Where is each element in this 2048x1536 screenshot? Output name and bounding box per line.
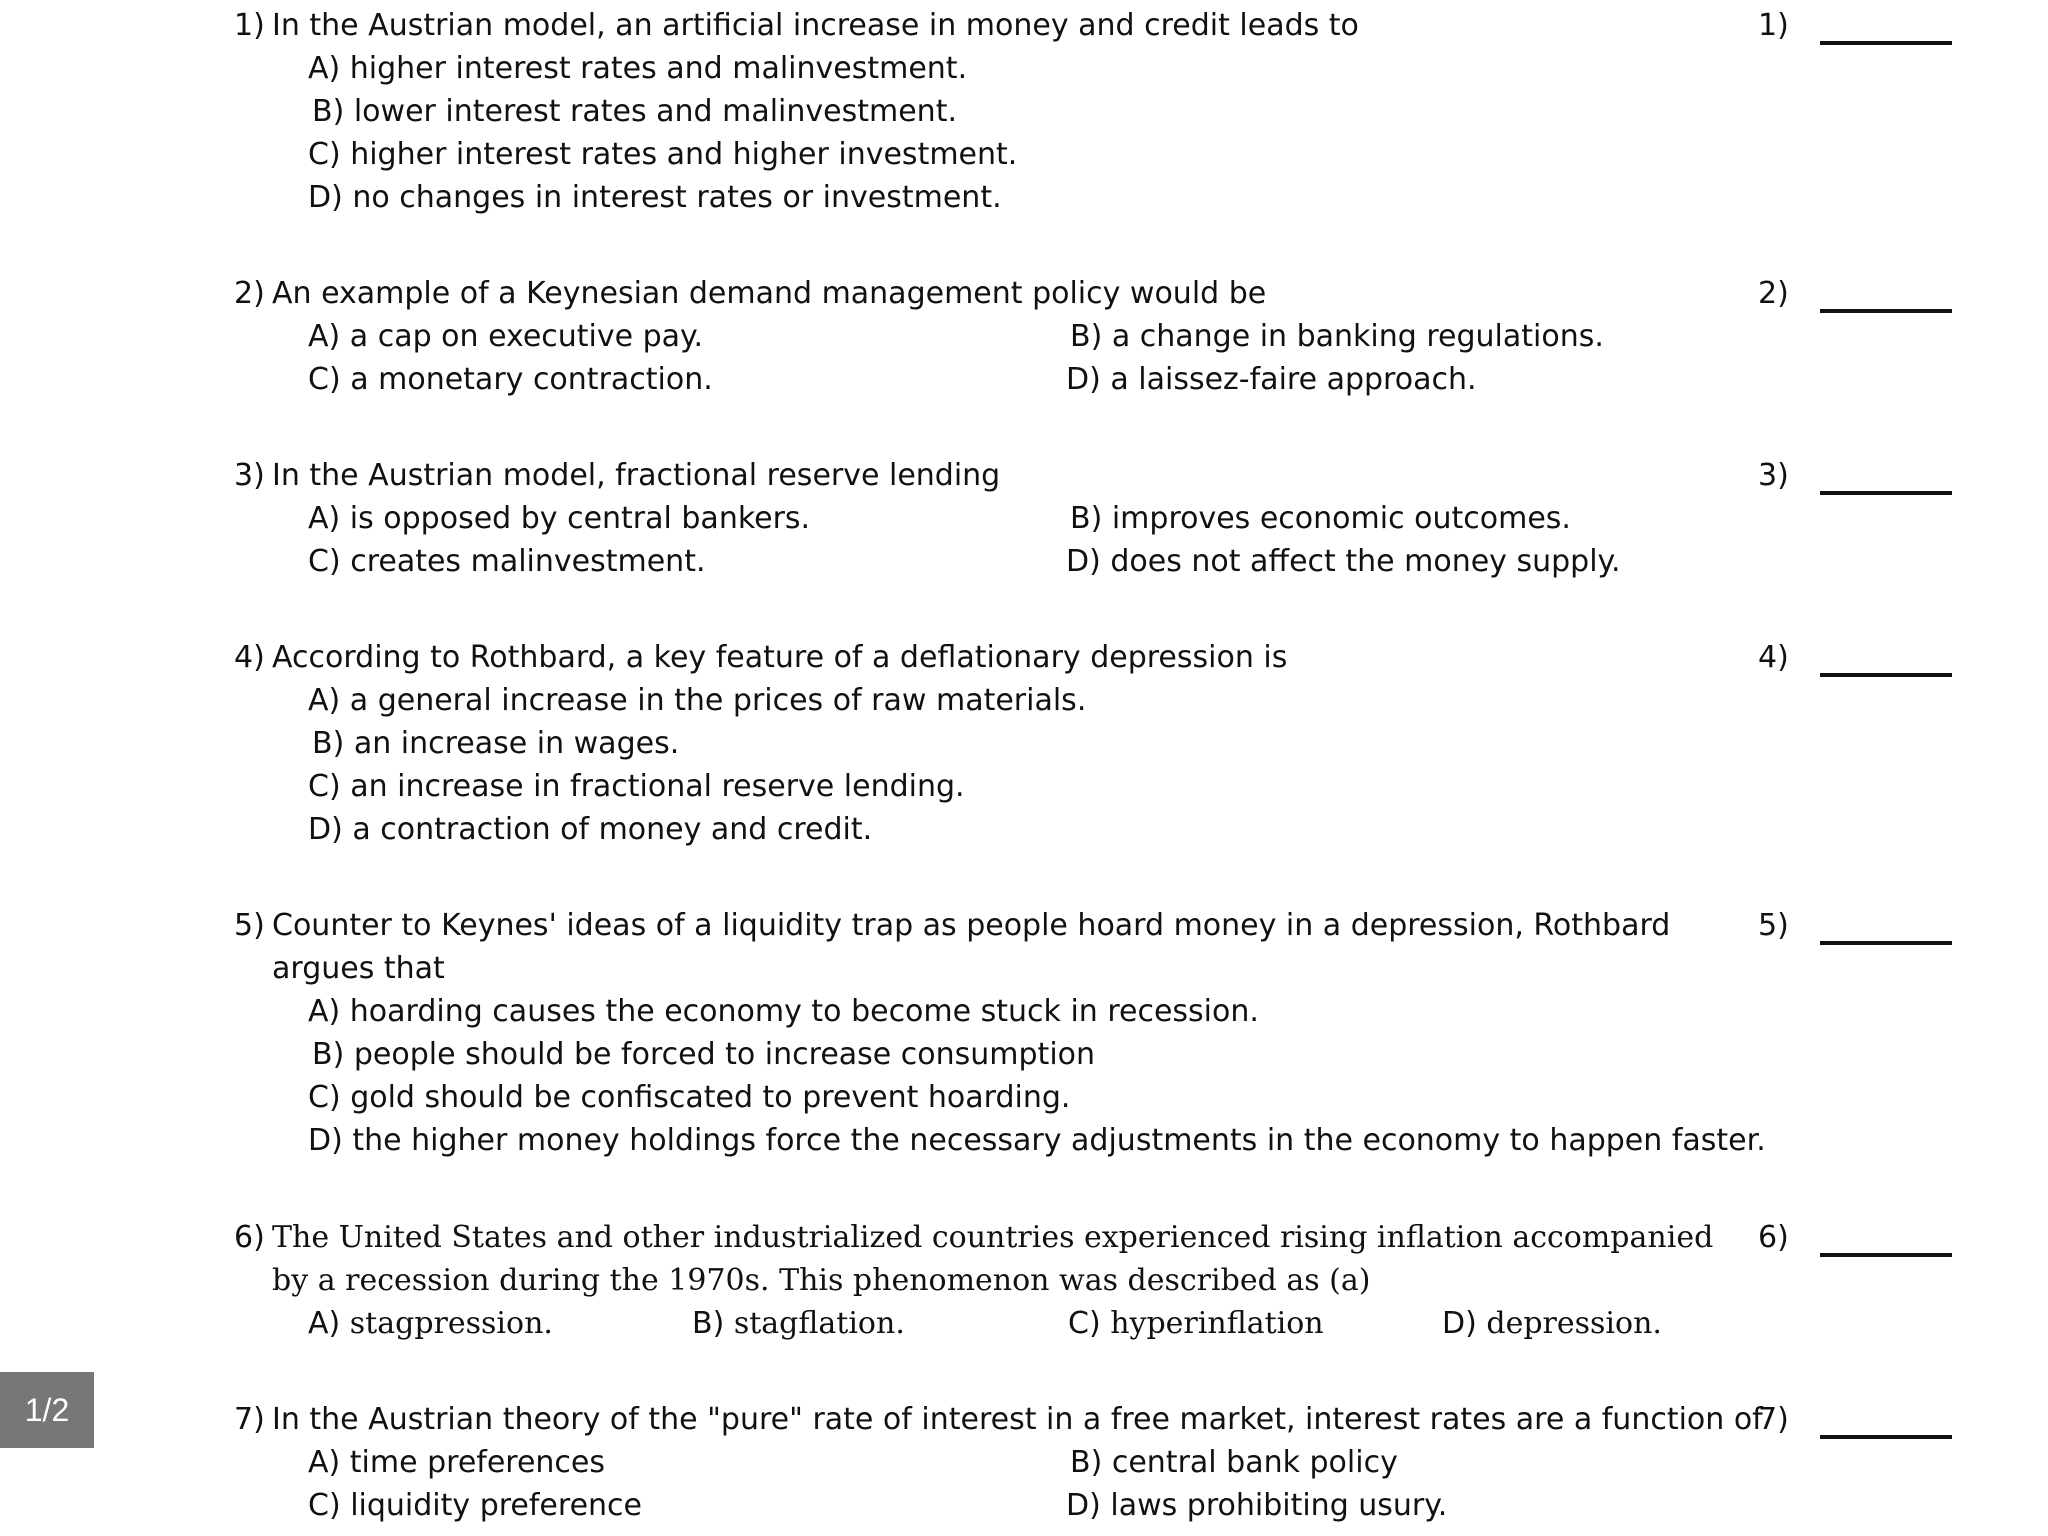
option-d[interactable]: D) a contraction of money and credit.	[308, 812, 873, 847]
option-c[interactable]: C) liquidity preference	[308, 1488, 642, 1523]
page-indicator: 1/2	[0, 1372, 94, 1448]
option-a[interactable]: A) hoarding causes the economy to become stuck in recession.	[308, 994, 1259, 1029]
option-b[interactable]: B) improves economic outcomes.	[1070, 501, 1571, 536]
answer-blank-5[interactable]	[1758, 904, 1952, 947]
option-a[interactable]: A) is opposed by central bankers.	[308, 501, 811, 536]
question-number: 4)	[234, 640, 265, 675]
options-grid	[234, 497, 1794, 583]
option-c[interactable]: C) creates malinvestment.	[308, 544, 706, 579]
option-c[interactable]: C) a monetary contraction.	[308, 362, 713, 397]
option-d[interactable]: D) no changes in interest rates or investment.	[308, 180, 1002, 215]
option-b[interactable]: B) a change in banking regulations.	[1070, 319, 1604, 354]
option-d[interactable]: D) a laissez-faire approach.	[1066, 362, 1477, 397]
question-number: 5)	[234, 908, 265, 943]
options-list	[234, 990, 1794, 1162]
option-a[interactable]: A) higher interest rates and malinvestment.	[308, 51, 968, 86]
question-1	[234, 4, 1794, 219]
option-d[interactable]: D) laws prohibiting usury.	[1066, 1488, 1448, 1523]
answer-line[interactable]	[1820, 941, 1952, 945]
options-list	[234, 679, 1794, 851]
question-3	[234, 454, 1794, 583]
question-stem-continued: by a recession during the 1970s. This phenomenon was described as (a)	[272, 1263, 1371, 1298]
answer-number: 3)	[1758, 458, 1789, 493]
question-6	[234, 1216, 1794, 1345]
option-b[interactable]: B) an increase in wages.	[312, 726, 680, 761]
answer-number: 7)	[1758, 1402, 1789, 1437]
option-d[interactable]: D) the higher money holdings force the necessary adjustments in the economy to happen faster.	[308, 1123, 1766, 1158]
question-2	[234, 272, 1794, 401]
question-stem-continued: argues that	[272, 951, 445, 986]
options-row	[234, 1302, 1794, 1345]
question-number: 3)	[234, 458, 265, 493]
answer-line[interactable]	[1820, 1253, 1952, 1257]
answer-blank-3[interactable]	[1758, 454, 1952, 497]
options-grid	[234, 1441, 1794, 1527]
question-stem: Counter to Keynes' ideas of a liquidity trap as people hoard money in a depression, Rothbard	[272, 908, 1671, 943]
answer-number: 1)	[1758, 8, 1789, 43]
answer-line[interactable]	[1820, 491, 1952, 495]
answer-number: 2)	[1758, 276, 1789, 311]
answer-blank-2[interactable]	[1758, 272, 1952, 315]
answer-blank-4[interactable]	[1758, 636, 1952, 679]
answer-number: 5)	[1758, 908, 1789, 943]
question-number: 1)	[234, 8, 265, 43]
question-5	[234, 904, 1794, 1162]
options-list	[234, 47, 1794, 219]
question-stem: In the Austrian model, an artificial increase in money and credit leads to	[272, 8, 1359, 43]
option-b[interactable]: B) central bank policy	[1070, 1445, 1398, 1480]
question-number: 7)	[234, 1402, 265, 1437]
answer-line[interactable]	[1820, 309, 1952, 313]
question-stem: An example of a Keynesian demand management policy would be	[272, 276, 1267, 311]
answer-blank-6[interactable]	[1758, 1216, 1952, 1259]
option-a[interactable]: A) stagpression.	[308, 1306, 553, 1341]
question-stem: In the Austrian model, fractional reserve lending	[272, 458, 1001, 493]
option-d[interactable]: D) does not affect the money supply.	[1066, 544, 1621, 579]
answer-blank-7[interactable]	[1758, 1398, 1952, 1441]
question-number: 6)	[234, 1220, 265, 1255]
option-a[interactable]: A) time preferences	[308, 1445, 606, 1480]
question-4	[234, 636, 1794, 851]
option-c[interactable]: C) gold should be confiscated to prevent hoarding.	[308, 1080, 1071, 1115]
option-a[interactable]: A) a general increase in the prices of raw materials.	[308, 683, 1087, 718]
option-c[interactable]: C) an increase in fractional reserve lending.	[308, 769, 965, 804]
option-d[interactable]: D) depression.	[1442, 1306, 1662, 1341]
option-b[interactable]: B) people should be forced to increase consumption	[312, 1037, 1096, 1072]
answer-line[interactable]	[1820, 41, 1952, 45]
question-7	[234, 1398, 1794, 1527]
answer-blank-1[interactable]	[1758, 4, 1952, 47]
question-stem: In the Austrian theory of the "pure" rate of interest in a free market, interest rates are a function of	[272, 1402, 1763, 1437]
question-stem: According to Rothbard, a key feature of a deflationary depression is	[272, 640, 1288, 675]
options-grid	[234, 315, 1794, 401]
answer-line[interactable]	[1820, 673, 1952, 677]
option-a[interactable]: A) a cap on executive pay.	[308, 319, 704, 354]
question-number: 2)	[234, 276, 265, 311]
option-b[interactable]: B) stagflation.	[692, 1306, 905, 1341]
answer-line[interactable]	[1820, 1435, 1952, 1439]
answer-number: 4)	[1758, 640, 1789, 675]
answer-number: 6)	[1758, 1220, 1789, 1255]
option-c[interactable]: C) hyperinflation	[1068, 1306, 1324, 1341]
option-c[interactable]: C) higher interest rates and higher investment.	[308, 137, 1018, 172]
option-b[interactable]: B) lower interest rates and malinvestment.	[312, 94, 957, 129]
question-stem: The United States and other industrialized countries experienced rising inflation accompanied	[272, 1220, 1714, 1255]
